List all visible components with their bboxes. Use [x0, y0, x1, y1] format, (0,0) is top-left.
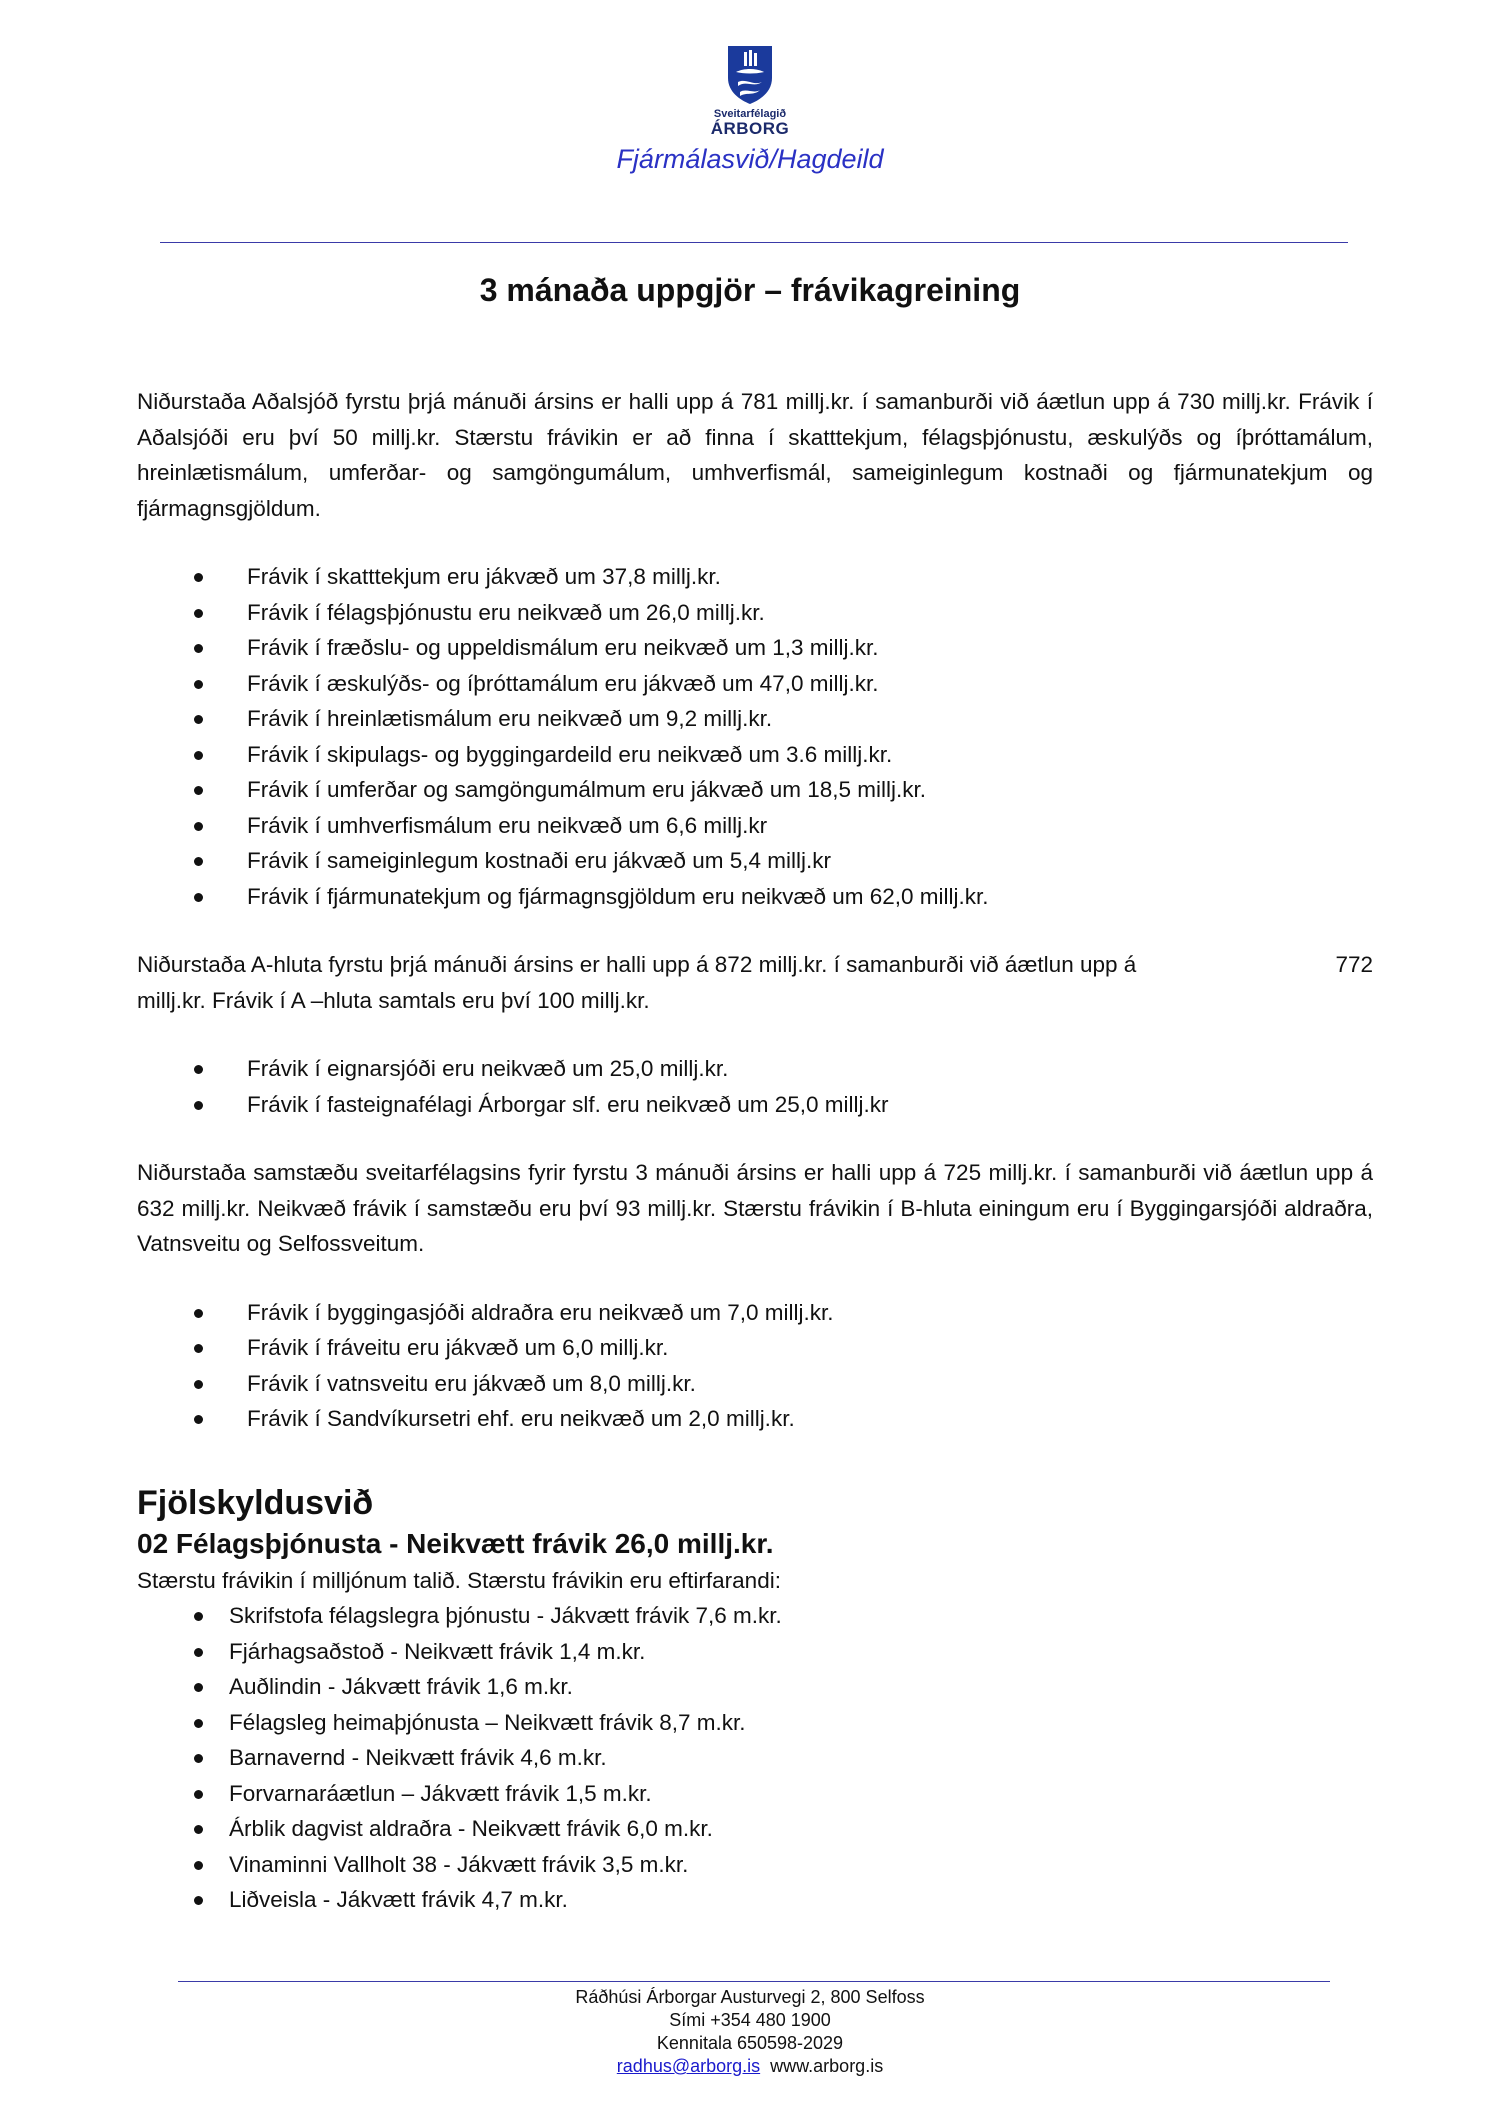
bullet-icon [194, 1790, 203, 1799]
document-body [137, 384, 1373, 1918]
bullet-icon [194, 822, 203, 831]
footer-divider [178, 1981, 1330, 1982]
arborg-crest-logo [726, 44, 774, 106]
list-item: Frávik í félagsþjónustu eru neikvæð um 26,0 millj.kr. [137, 595, 1373, 631]
bullet-icon [194, 1719, 203, 1728]
bullet-icon [194, 609, 203, 618]
list-item: Forvarnaráætlun – Jákvætt frávik 1,5 m.kr. [137, 1776, 1373, 1812]
bullet-icon [194, 1380, 203, 1389]
bullet-icon [194, 1896, 203, 1905]
bullet-icon [194, 893, 203, 902]
list-item: Barnavernd - Neikvætt frávik 4,6 m.kr. [137, 1740, 1373, 1776]
bullet-icon [194, 1825, 203, 1834]
a-hluti-variance-list [137, 1051, 1373, 1122]
bullet-icon [194, 857, 203, 866]
bullet-icon [194, 1683, 203, 1692]
bullet-icon [194, 1065, 203, 1074]
footer [0, 1986, 1500, 2078]
list-item: Vinaminni Vallholt 38 - Jákvætt frávik 3,5 m.kr. [137, 1847, 1373, 1883]
org-name: ÁRBORG [710, 119, 790, 138]
list-item: Frávik í skipulags- og byggingardeild eru neikvæð um 3.6 millj.kr. [137, 737, 1373, 773]
list-item: Frávik í Sandvíkursetri ehf. eru neikvæð um 2,0 millj.kr. [137, 1401, 1373, 1437]
list-item: Liðveisla - Jákvætt frávik 4,7 m.kr. [137, 1882, 1373, 1918]
bullet-icon [194, 786, 203, 795]
list-item: Frávik í eignarsjóði eru neikvæð um 25,0 millj.kr. [137, 1051, 1373, 1087]
footer-address: Ráðhúsi Árborgar Austurvegi 2, 800 Selfoss [575, 1987, 925, 2007]
department-name: Fjármálasvið/Hagdeild [616, 144, 884, 174]
bullet-icon [194, 1612, 203, 1621]
list-item: Frávik í umhverfismálum eru neikvæð um 6,6 millj.kr [137, 808, 1373, 844]
list-item: Frávik í fræðslu- og uppeldismálum eru neikvæð um 1,3 millj.kr. [137, 630, 1373, 666]
bullet-icon [194, 1861, 203, 1870]
section-heading: Fjölskyldusvið [137, 1483, 374, 1522]
a-hluti-summary: Niðurstaða A-hluta fyrstu þrjá mánuði ársins er halli upp á 872 millj.kr. í samanburði við áætlun upp á 772 millj.kr. Frávik í A –hluta samtals eru því 100 millj.kr. [137, 947, 1373, 1018]
list-item: Frávik í sameiginlegum kostnaði eru jákvæð um 5,4 millj.kr [137, 843, 1373, 879]
list-item: Frávik í æskulýðs- og íþróttamálum eru jákvæð um 47,0 millj.kr. [137, 666, 1373, 702]
footer-phone: Sími +354 480 1900 [669, 2010, 831, 2030]
a-hluti-budget-value: 772 [1335, 952, 1373, 977]
list-item: Frávik í fjármunatekjum og fjármagnsgjöldum eru neikvæð um 62,0 millj.kr. [137, 879, 1373, 915]
bullet-icon [194, 1101, 203, 1110]
list-item: Félagsleg heimaþjónusta – Neikvætt frávik 8,7 m.kr. [137, 1705, 1373, 1741]
list-item: Frávik í byggingasjóði aldraðra eru neikvæð um 7,0 millj.kr. [137, 1295, 1373, 1331]
list-item: Frávik í hreinlætismálum eru neikvæð um 9,2 millj.kr. [137, 701, 1373, 737]
bullet-icon [194, 680, 203, 689]
list-item: Frávik í skatttekjum eru jákvæð um 37,8 millj.kr. [137, 559, 1373, 595]
bullet-icon [194, 644, 203, 653]
footer-contact [0, 2055, 1500, 2078]
list-item: Frávik í umferðar og samgöngumálmum eru jákvæð um 18,5 millj.kr. [137, 772, 1373, 808]
bullet-icon [194, 1648, 203, 1657]
list-item: Frávik í fasteignafélagi Árborgar slf. eru neikvæð um 25,0 millj.kr [137, 1087, 1373, 1123]
letterhead [0, 44, 1500, 175]
list-item: Auðlindin - Jákvætt frávik 1,6 m.kr. [137, 1669, 1373, 1705]
list-item: Fjárhagsaðstoð - Neikvætt frávik 1,4 m.kr. [137, 1634, 1373, 1670]
list-item: Frávik í fráveitu eru jákvæð um 6,0 millj.kr. [137, 1330, 1373, 1366]
bullet-icon [194, 1754, 203, 1763]
email-link[interactable]: radhus@arborg.is [616, 2056, 761, 2076]
bullet-icon [194, 573, 203, 582]
list-item: Skrifstofa félagslegra þjónustu - Jákvætt frávik 7,6 m.kr. [137, 1598, 1373, 1634]
page-title: 3 mánaða uppgjör – frávikagreining [479, 272, 1021, 308]
section-subheading: 02 Félagsþjónusta - Neikvætt frávik 26,0 millj.kr. [137, 1527, 774, 1559]
bullet-icon [194, 1309, 203, 1318]
b-hluti-variance-list [137, 1295, 1373, 1437]
bullet-icon [194, 715, 203, 724]
header-divider [160, 242, 1348, 243]
aðalsjóður-summary: Niðurstaða Aðalsjóð fyrstu þrjá mánuði ársins er halli upp á 781 millj.kr. í samanburði við áætlun upp á 730 millj.kr. Frávik í Aðalsjóði eru því 50 millj.kr. Stærstu frávikin er að finna í skatttekjum, félagsþjónustu, æskulýðs og íþróttamálum, hreinlætismálum, umferðar- og samgöngumálum, umhverfismál, sameiginlegum kostnaði og fjármunatekjum og fjármagnsgjöldum. [137, 389, 1373, 521]
list-item: Árblik dagvist aldraðra - Neikvætt frávik 6,0 m.kr. [137, 1811, 1373, 1847]
bullet-icon [194, 1344, 203, 1353]
félagsþjónusta-variance-list [137, 1598, 1373, 1918]
aðalsjóður-variance-list [137, 559, 1373, 914]
list-item: Frávik í vatnsveitu eru jákvæð um 8,0 millj.kr. [137, 1366, 1373, 1402]
org-name-small: Sveitarfélagið [713, 108, 787, 120]
bullet-icon [194, 1415, 203, 1424]
footer-kennitala: Kennitala 650598-2029 [656, 2033, 844, 2053]
bullet-icon [194, 751, 203, 760]
website-link[interactable]: www.arborg.is [770, 2056, 884, 2076]
section-intro: Stærstu frávikin í milljónum talið. Stærstu frávikin eru eftirfarandi: [137, 1567, 781, 1593]
samstæða-summary: Niðurstaða samstæðu sveitarfélagsins fyrir fyrstu 3 mánuði ársins er halli upp á 725 millj.kr. í samanburði við áætlun upp á 632 millj.kr. Neikvæð frávik í samstæðu eru því 93 millj.kr. Stærstu frávikin í B-hluta einingum eru í Byggingarsjóði aldraðra, Vatnsveitu og Selfossveitum. [137, 1160, 1373, 1256]
